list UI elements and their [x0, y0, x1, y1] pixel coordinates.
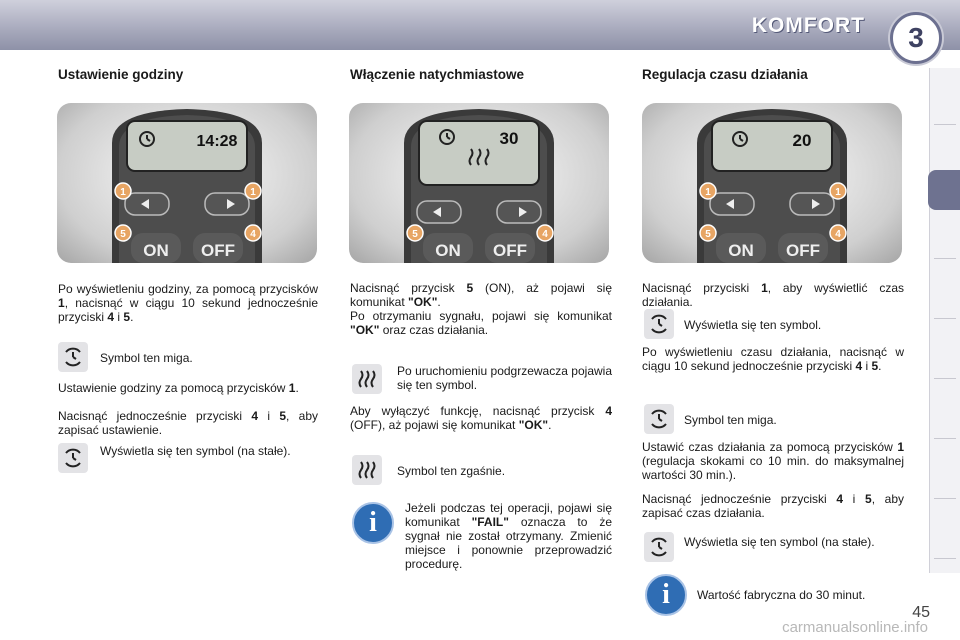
section-heading-immediate-start: Włączenie natychmiastowe — [350, 67, 525, 82]
callout-4: 4 — [835, 229, 841, 240]
remote-photo-runtime — [642, 103, 902, 263]
section-heading-set-clock: Ustawienie godziny — [58, 67, 184, 82]
heater-symbol-icon — [352, 455, 382, 485]
clock-symbol-icon — [644, 309, 674, 339]
col1-paragraph-2: Ustawienie godziny za pomocą przycisków 1. — [58, 381, 299, 395]
chapter-title: KOMFORT — [751, 14, 865, 37]
callout-1-left: 1 — [120, 187, 126, 198]
col2-paragraph-3: Aby wyłączyć funkcję, nacisnąć przycisk 4 (OFF), aż pojawi się komunikat "OK". — [350, 404, 612, 432]
col3-paragraph-3: Ustawić czas działania za pomocą przycisków 1 (regulacja skokami co 10 min. do maksymalnej wartości 30 min.). — [642, 440, 904, 482]
off-button-label: OFF — [786, 241, 820, 260]
page-header — [0, 0, 960, 53]
col3-icon3-text: Wyświetla się ten symbol (na stałe). — [684, 535, 875, 549]
col2-icon2-text: Symbol ten zgaśnie. — [397, 464, 506, 478]
callout-1-right: 1 — [250, 187, 256, 198]
col2-info-text: Jeżeli podczas tej operacji, pojawi się komunikat "FAIL" oznacza to że sygnał nie został otrzymany. Zmienić miejsce i ponownie przeprowadzić procedurę. — [405, 501, 612, 571]
col2-paragraph-1: Nacisnąć przycisk 5 (ON), aż pojawi się komunikat "OK". — [350, 281, 613, 309]
remote-photo-immediate — [349, 103, 609, 263]
active-chapter-tab[interactable] — [928, 170, 960, 210]
display-duration: 30 — [499, 129, 519, 148]
clock-symbol-icon — [644, 404, 674, 434]
clock-symbol-icon — [58, 443, 88, 473]
col2-icon1-text: Po uruchomieniu podgrzewacza pojawia się ten symbol. — [397, 364, 612, 392]
col3-icon1-text: Wyświetla się ten symbol. — [684, 318, 822, 332]
on-button-label: ON — [435, 241, 461, 260]
callout-5: 5 — [412, 229, 418, 240]
off-button-label: OFF — [201, 241, 235, 260]
clock-symbol-icon — [644, 532, 674, 562]
remote-photo-clock — [57, 103, 317, 263]
col1-icon2-text: Wyświetla się ten symbol (na stałe). — [100, 444, 291, 458]
watermark: carmanualsonline.info — [782, 619, 928, 636]
callout-1-right: 1 — [835, 187, 841, 198]
col2-paragraph-2: Po otrzymaniu sygnału, pojawi się komunikat "OK" oraz czas działania. — [350, 309, 612, 337]
callout-5: 5 — [120, 229, 126, 240]
col3-info-text: Wartość fabryczna do 30 minut. — [697, 588, 866, 602]
page-number: 45 — [912, 604, 930, 621]
chapter-number-badge: 3 — [890, 12, 942, 64]
on-button-label: ON — [728, 241, 754, 260]
callout-4: 4 — [542, 229, 548, 240]
col3-paragraph-4: Nacisnąć jednocześnie przyciski 4 i 5, aby zapisać czas działania. — [642, 492, 905, 520]
col1-icon1-text: Symbol ten miga. — [100, 351, 193, 365]
col3-paragraph-2: Po wyświetleniu czasu działania, nacisnąć w ciągu 10 sekund jednocześnie przyciski 4 i 5. — [642, 345, 904, 373]
info-icon: i — [645, 574, 687, 616]
callout-1-left: 1 — [705, 187, 711, 198]
off-button-label: OFF — [493, 241, 527, 260]
info-icon: i — [352, 502, 394, 544]
col1-paragraph-1: Po wyświetleniu godziny, za pomocą przycisków 1, nacisnąć w ciągu 10 sekund jednocześnie przyciski 4 i 5. — [58, 282, 318, 324]
clock-symbol-icon — [58, 342, 88, 372]
callout-5: 5 — [705, 229, 711, 240]
col1-paragraph-3: Nacisnąć jednocześnie przyciski 4 i 5, aby zapisać ustawienie. — [58, 409, 319, 437]
on-button-label: ON — [143, 241, 169, 260]
side-tab-rail — [929, 68, 960, 573]
heater-symbol-icon — [352, 364, 382, 394]
display-time: 14:28 — [196, 133, 238, 150]
section-heading-runtime: Regulacja czasu działania — [642, 67, 808, 82]
col3-paragraph-1: Nacisnąć przyciski 1, aby wyświetlić czas działania. — [642, 281, 904, 309]
col3-icon2-text: Symbol ten miga. — [684, 413, 777, 427]
callout-4: 4 — [250, 229, 256, 240]
display-runtime: 20 — [792, 131, 812, 150]
